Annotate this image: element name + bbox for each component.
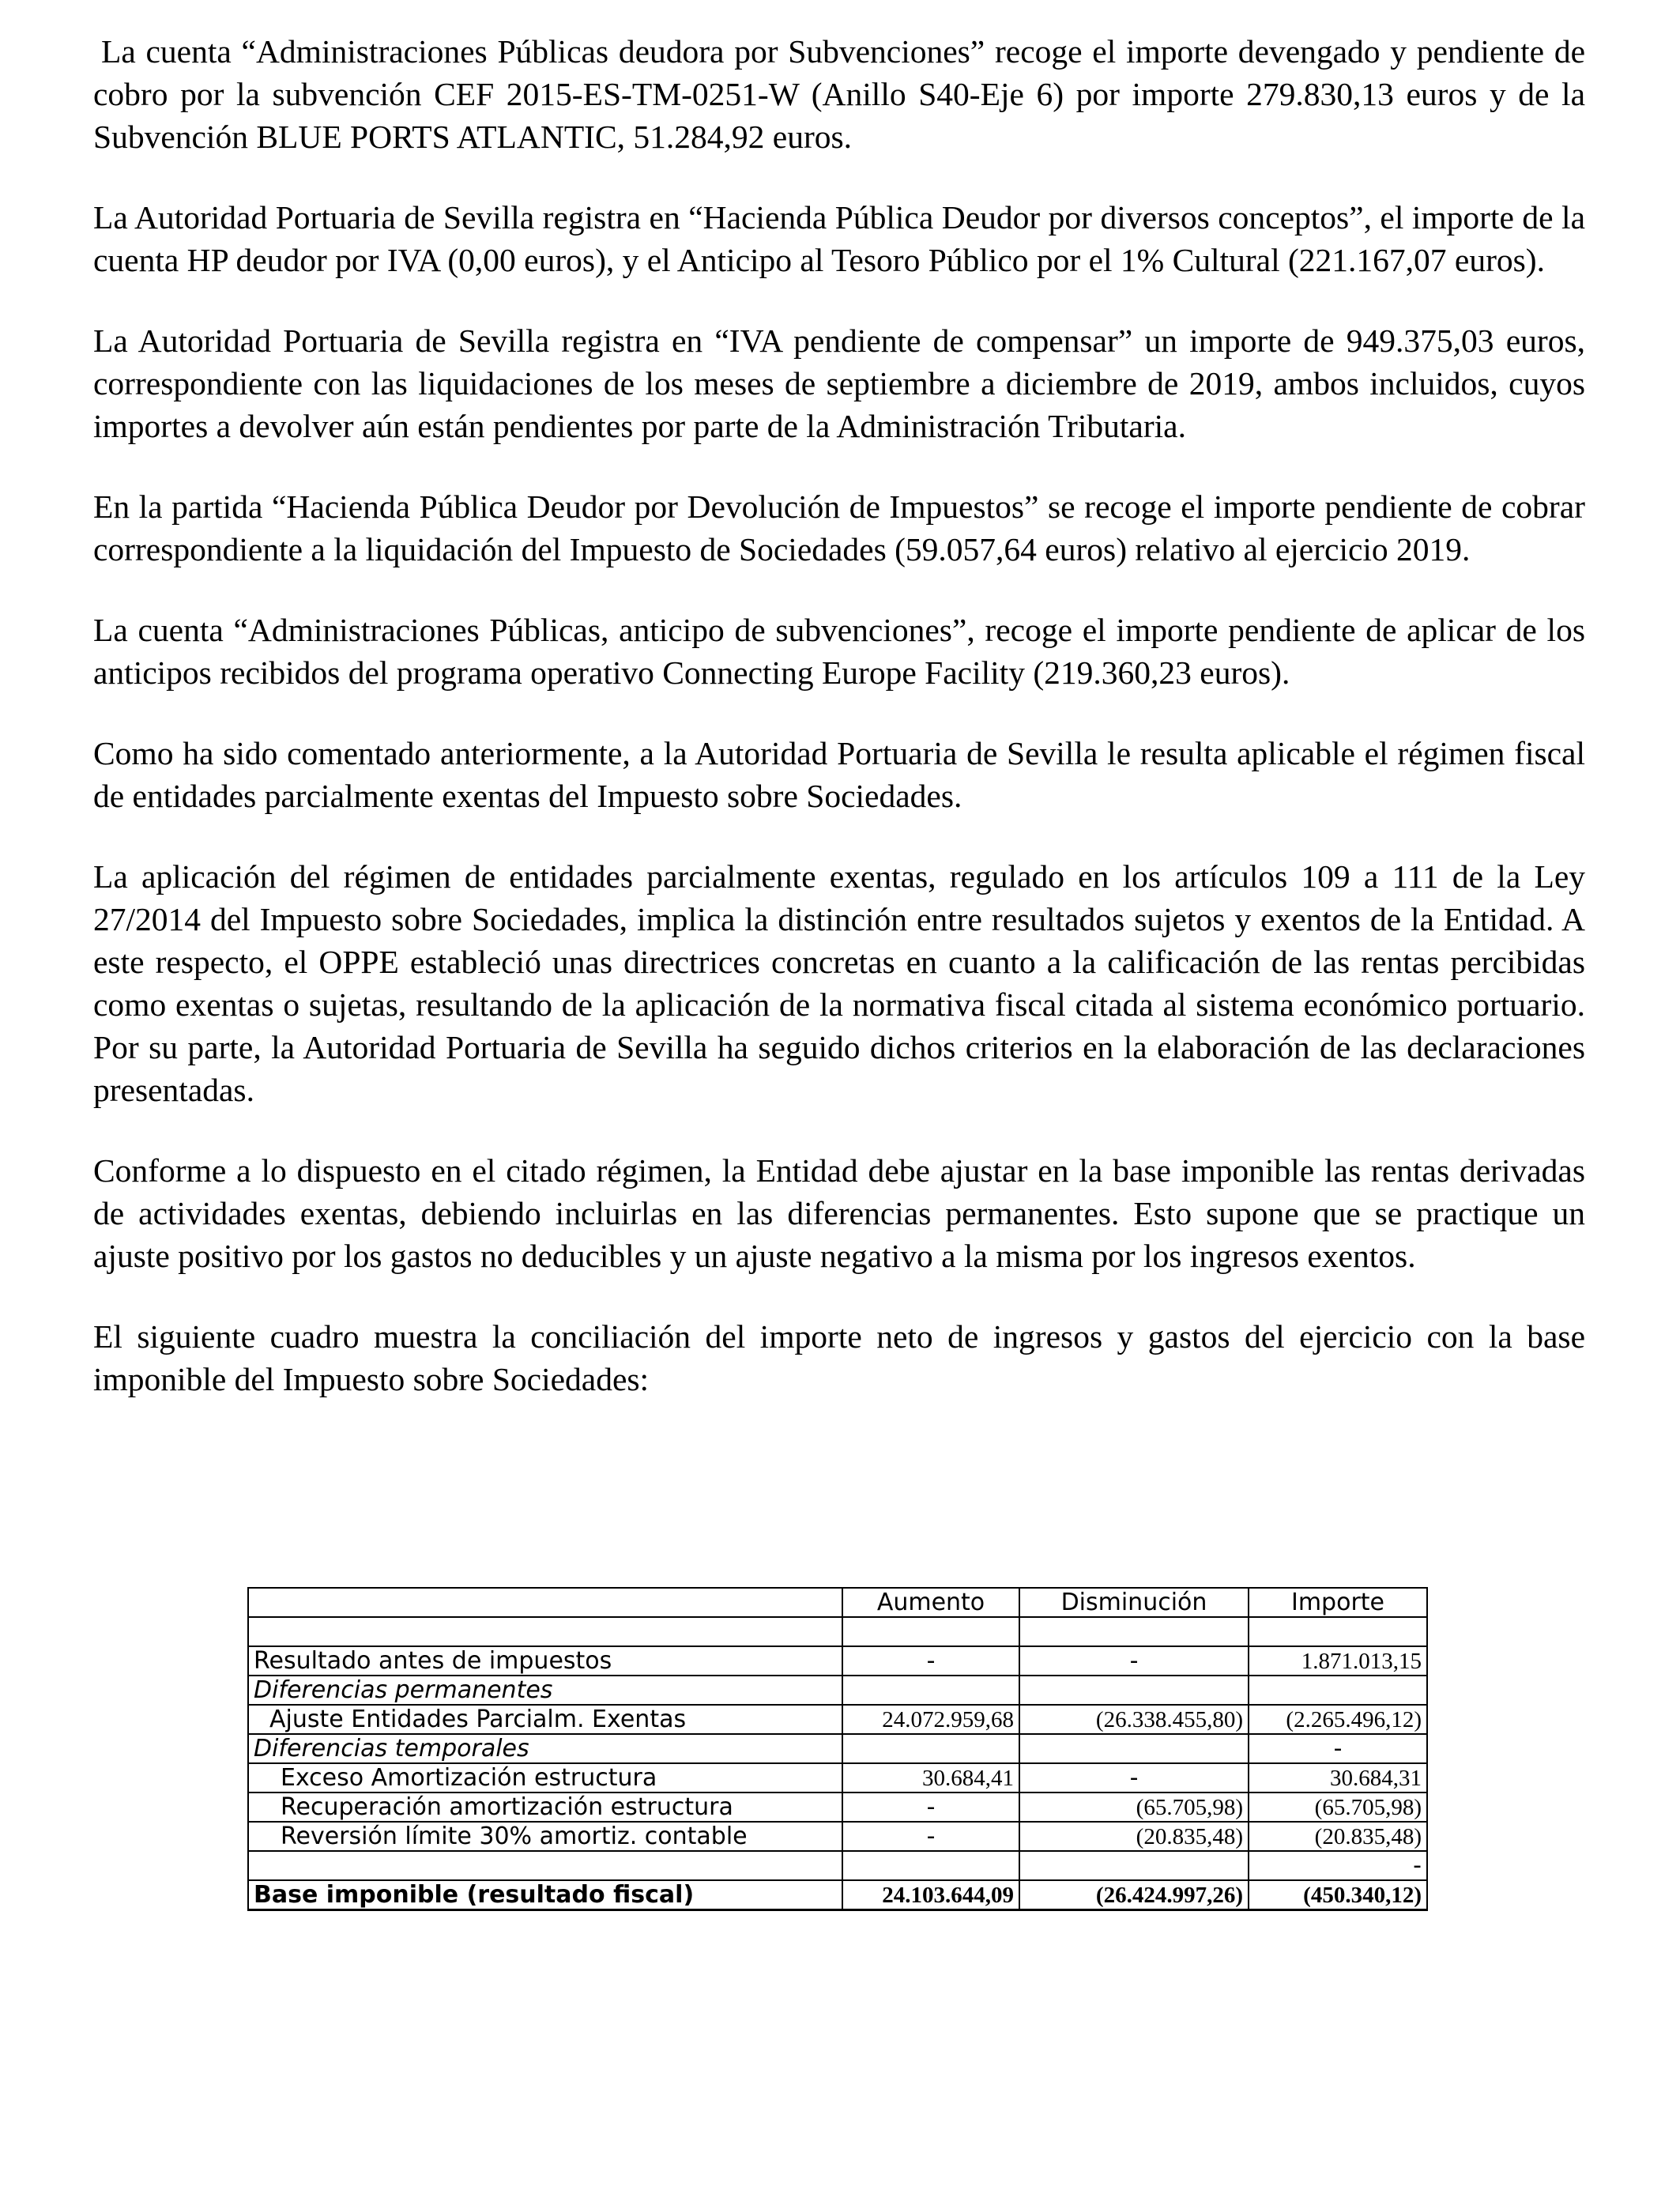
table-row [248, 1793, 1427, 1822]
paragraph-ajuste-base: Conforme a lo dispuesto en el citado régimen, la Entidad debe ajustar en la base imponible las rentas derivadas de actividades exentas, debiendo incluirlas en las diferencias permanentes. Esto supone que se practique un ajuste positivo por los gastos no deducibles y un ajuste negativo a la misma por los ingresos exentos. [93, 1152, 1585, 1274]
cell-importe: - [1249, 1734, 1427, 1763]
cell-disminucion: (20.835,48) [1019, 1822, 1249, 1851]
total-disminucion: (26.424.997,26) [1019, 1880, 1249, 1909]
paragraph-cuadro-intro: El siguiente cuadro muestra la conciliación del importe neto de ingresos y gastos del ejercicio con la base imponible del Impuesto sobre Sociedades: [93, 1318, 1585, 1397]
table-cell [842, 1617, 1019, 1646]
cell-importe: (65.705,98) [1249, 1793, 1427, 1822]
table-row [248, 1646, 1427, 1676]
table-cell [1019, 1851, 1249, 1880]
table-cell [1249, 1676, 1427, 1705]
total-aumento: 24.103.644,09 [842, 1880, 1019, 1909]
cell-importe: 1.871.013,15 [1249, 1646, 1427, 1676]
cell-aumento: - [842, 1646, 1019, 1676]
table-header-row [248, 1588, 1427, 1617]
cell-importe: - [1249, 1851, 1427, 1880]
table-header-aumento: Aumento [842, 1588, 1019, 1617]
table-cell [842, 1734, 1019, 1763]
paragraph-hacienda-diversos: La Autoridad Portuaria de Sevilla registra en “Hacienda Pública Deudor por diversos conceptos”, el importe de la cuenta HP deudor por IVA (0,00 euros), y el Anticipo al Tesoro Público por el 1% Cultural (221.167,07 euros). [93, 199, 1585, 278]
cell-disminucion: (65.705,98) [1019, 1793, 1249, 1822]
table-header-cell [248, 1588, 842, 1617]
table-total-row [248, 1880, 1427, 1909]
table-cell [842, 1676, 1019, 1705]
row-label: Recuperación amortización estructura [248, 1793, 842, 1822]
row-label: Reversión límite 30% amortiz. contable [248, 1822, 842, 1851]
table-row [248, 1676, 1427, 1705]
cell-importe: (2.265.496,12) [1249, 1705, 1427, 1734]
section-label: Diferencias temporales [248, 1734, 842, 1763]
cell-disminucion: - [1019, 1763, 1249, 1793]
table-cell [248, 1617, 842, 1646]
cell-importe: (20.835,48) [1249, 1822, 1427, 1851]
table-row [248, 1617, 1427, 1646]
cell-importe: 30.684,31 [1249, 1763, 1427, 1793]
table-header-importe: Importe [1249, 1588, 1427, 1617]
paragraph-aplicacion-regimen: La aplicación del régimen de entidades parcialmente exentas, regulado en los artículos 109 a 111 de la Ley 27/2014 del Impuesto sobre Sociedades, implica la distinción entre resultados sujetos y exentos de la Entidad. A este respecto, el OPPE estableció unas directrices concretas en cuanto a la calificación de las rentas percibidas como exentas o sujetas, resultando de la aplicación de la normativa fiscal citada al sistema económico portuario. Por su parte, la Autoridad Portuaria de Sevilla ha seguido dichos criterios en la elaboración de las declaraciones presentadas. [93, 858, 1585, 1108]
conciliacion-table [247, 1587, 1428, 1911]
table-cell [1019, 1734, 1249, 1763]
cell-disminucion: - [1019, 1646, 1249, 1676]
table-cell [1019, 1676, 1249, 1705]
document-page [93, 30, 1585, 1438]
paragraph-iva-pendiente: La Autoridad Portuaria de Sevilla registra en “IVA pendiente de compensar” un importe de 949.375,03 euros, correspondiente con las liquidaciones de los meses de septiembre a diciembre de 2019, ambos incluidos, cuyos importes a devolver aún están pendientes por parte de la Administración Tributaria. [93, 322, 1585, 444]
table-row [248, 1734, 1427, 1763]
table-cell [1249, 1617, 1427, 1646]
table-cell [842, 1851, 1019, 1880]
total-importe: (450.340,12) [1249, 1880, 1427, 1909]
section-label: Diferencias permanentes [248, 1676, 842, 1705]
row-label: Ajuste Entidades Parcialm. Exentas [248, 1705, 842, 1734]
paragraph-regimen-fiscal: Como ha sido comentado anteriormente, a la Autoridad Portuaria de Sevilla le resulta aplicable el régimen fiscal de entidades parcialmente exentas del Impuesto sobre Sociedades. [93, 735, 1585, 814]
total-label: Base imponible (resultado fiscal) [248, 1880, 842, 1909]
table-row [248, 1822, 1427, 1851]
table-cell [248, 1851, 842, 1880]
cell-aumento: 30.684,41 [842, 1763, 1019, 1793]
table-cell [1019, 1617, 1249, 1646]
row-label: Resultado antes de impuestos [248, 1646, 842, 1676]
cell-aumento: 24.072.959,68 [842, 1705, 1019, 1734]
table-row [248, 1705, 1427, 1734]
table-header-disminucion: Disminución [1019, 1588, 1249, 1617]
table-row [248, 1851, 1427, 1880]
cell-aumento: - [842, 1822, 1019, 1851]
paragraph-subvenciones: La cuenta “Administraciones Públicas deudora por Subvenciones” recoge el importe devengado y pendiente de cobro por la subvención CEF 2015-ES-TM-0251-W (Anillo S40-Eje 6) por importe 279.830,13 euros y de la Subvención BLUE PORTS ATLANTIC, 51.284,92 euros. [93, 33, 1585, 155]
cell-aumento: - [842, 1793, 1019, 1822]
paragraph-anticipo-subvenciones: La cuenta “Administraciones Públicas, anticipo de subvenciones”, recoge el importe pendiente de aplicar de los anticipos recibidos del programa operativo Connecting Europe Facility (219.360,23 euros). [93, 612, 1585, 691]
table-row [248, 1763, 1427, 1793]
cell-disminucion: (26.338.455,80) [1019, 1705, 1249, 1734]
row-label: Exceso Amortización estructura [248, 1763, 842, 1793]
paragraph-devolucion-impuestos: En la partida “Hacienda Pública Deudor por Devolución de Impuestos” se recoge el importe pendiente de cobrar correspondiente a la liquidación del Impuesto de Sociedades (59.057,64 euros) relativo al ejercicio 2019. [93, 488, 1585, 567]
